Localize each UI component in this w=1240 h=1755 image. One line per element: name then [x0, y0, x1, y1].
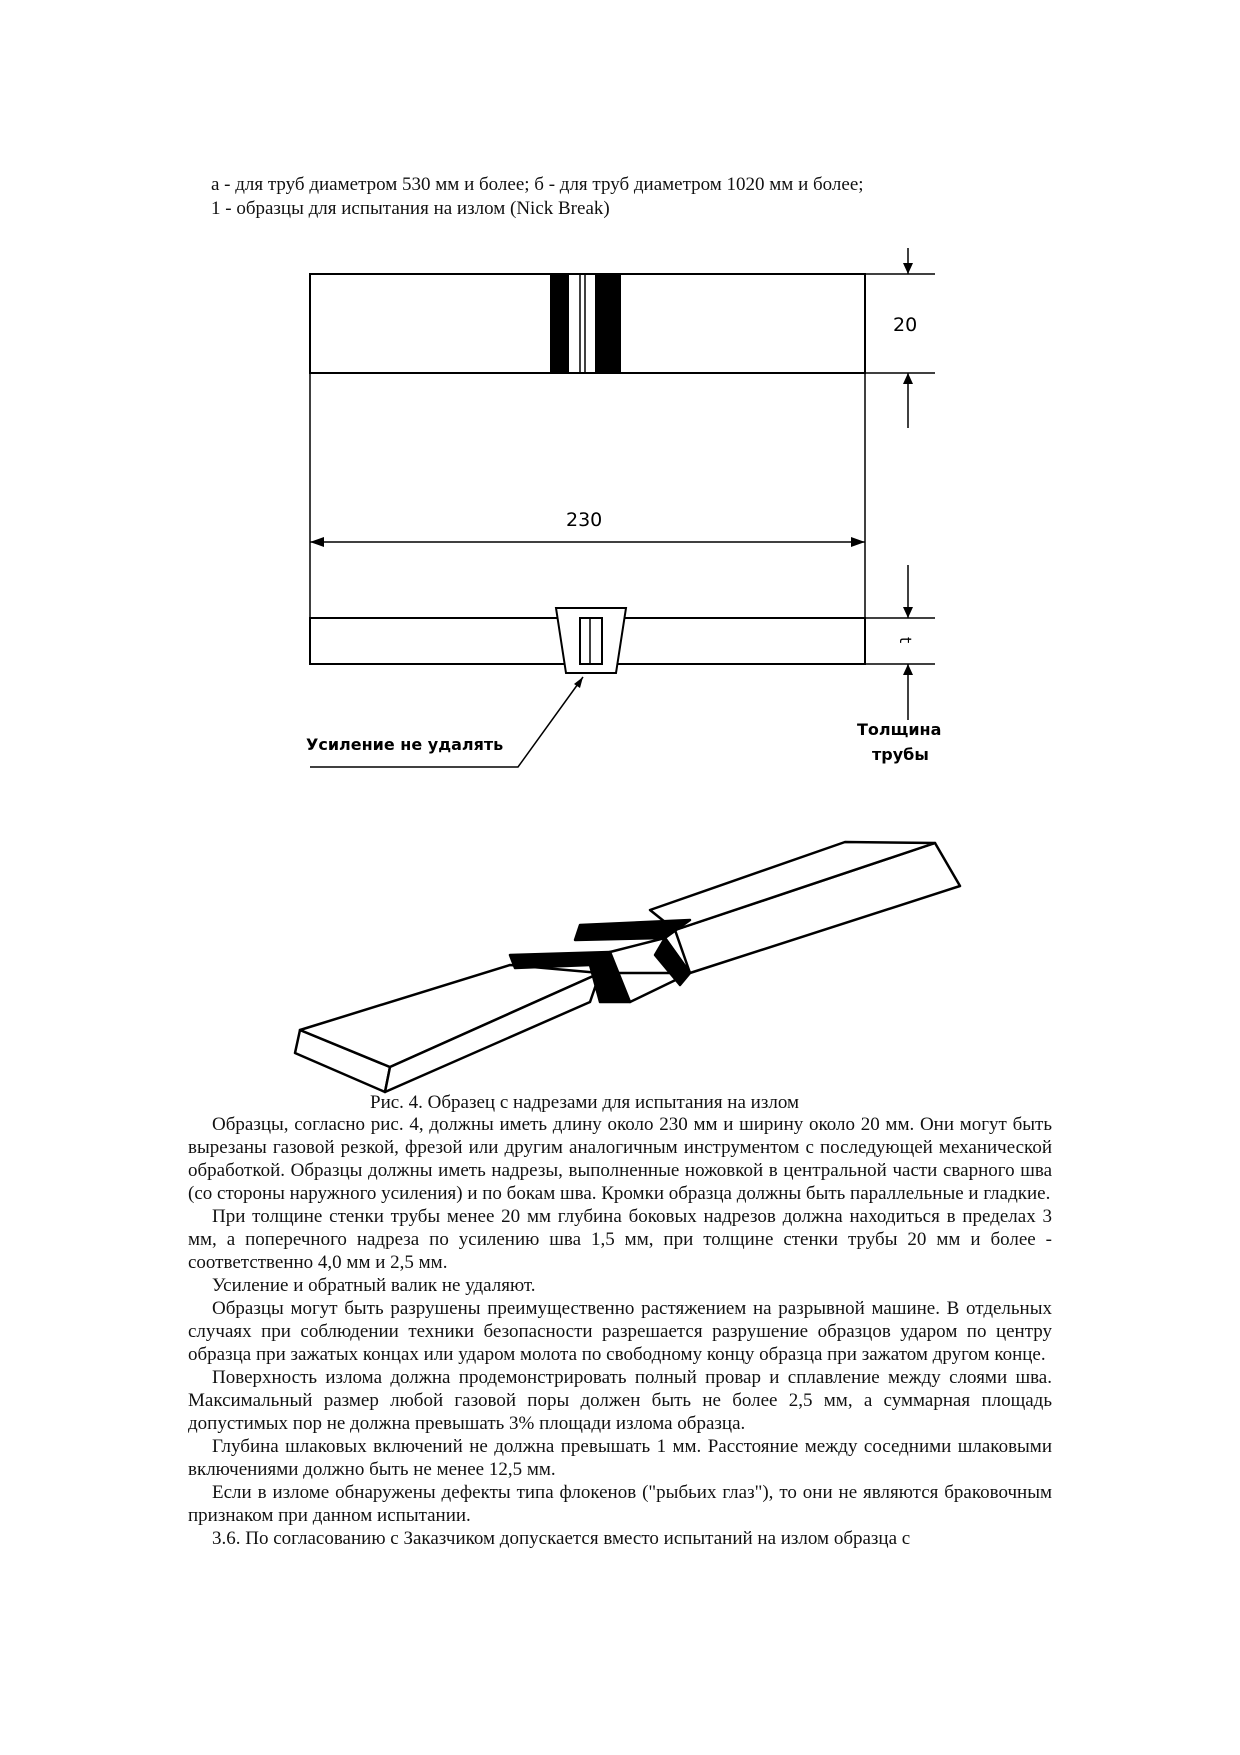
top-view-specimen: [310, 274, 865, 373]
dim-thickness-label: t: [896, 637, 915, 644]
dim-length-label: 230: [566, 509, 603, 531]
paragraph: 3.6. По согласованию с Заказчиком допускается вместо испытаний на излом образца с: [212, 1528, 911, 1549]
body-text: [188, 1113, 1052, 1550]
side-view-specimen: [310, 608, 865, 673]
paragraph: При толщине стенки трубы менее 20 мм глубина боковых надрезов должна находиться в пределах 3 мм, а поперечного надреза по усилению шва 1,5 мм, при толщине стенки трубы 20 мм и более - соответственно 4,0 мм и 2,5 мм.: [188, 1206, 1052, 1273]
paragraph: Образцы могут быть разрушены преимущественно растяжением на разрывной машине. В отдельных случаях при соблюдении техники безопасности разрешается разрушение образцов ударом по центру образца при зажатых концах или ударом молота по свободному концу образца при зажатом другом конце.: [188, 1298, 1052, 1365]
paragraph: Глубина шлаковых включений не должна превышать 1 мм. Расстояние между соседними шлаковыми включениями должно быть не менее 12,5 мм.: [188, 1436, 1052, 1480]
thickness-label-1: Толщина: [857, 720, 942, 739]
reinforcement-label: Усиление не удалять: [306, 735, 504, 754]
thickness-label-2: трубы: [872, 745, 929, 764]
figure-caption: Рис. 4. Образец с надрезами для испытания на излом: [370, 1092, 799, 1113]
paragraph: Образцы, согласно рис. 4, должны иметь длину около 230 мм и ширину около 20 мм. Они могут быть вырезаны газовой резкой, фрезой или другим аналогичным инструментом с последующей механической обработкой. Образцы должны иметь надрезы, выполненные ножовкой в центральной части сварного шва (со стороны наружного усиления) и по бокам шва. Кромки образца должны быть параллельные и гладкие.: [188, 1114, 1052, 1204]
header-line-1: а - для труб диаметром 530 мм и более; б - для труб диаметром 1020 мм и более;: [211, 174, 864, 195]
paragraph: Усиление и обратный валик не удаляют.: [212, 1275, 536, 1296]
width-dimension: [866, 248, 935, 428]
dim-width-label: 20: [893, 314, 918, 336]
paragraph: Если в изломе обнаружены дефекты типа флокенов ("рыбьих глаз"), то они не являются браковочным признаком при данном испытании.: [188, 1482, 1052, 1526]
paragraph: Поверхность излома должна продемонстрировать полный провар и сплавление между слоями шва. Максимальный размер любой газовой поры должен быть не более 2,5 мм, а суммарная площадь допустимых пор не должна превышать 3% площади излома образца.: [188, 1367, 1052, 1434]
isometric-specimen: [295, 842, 960, 1092]
header-line-2: 1 - образцы для испытания на излом (Nick Break): [211, 198, 610, 219]
